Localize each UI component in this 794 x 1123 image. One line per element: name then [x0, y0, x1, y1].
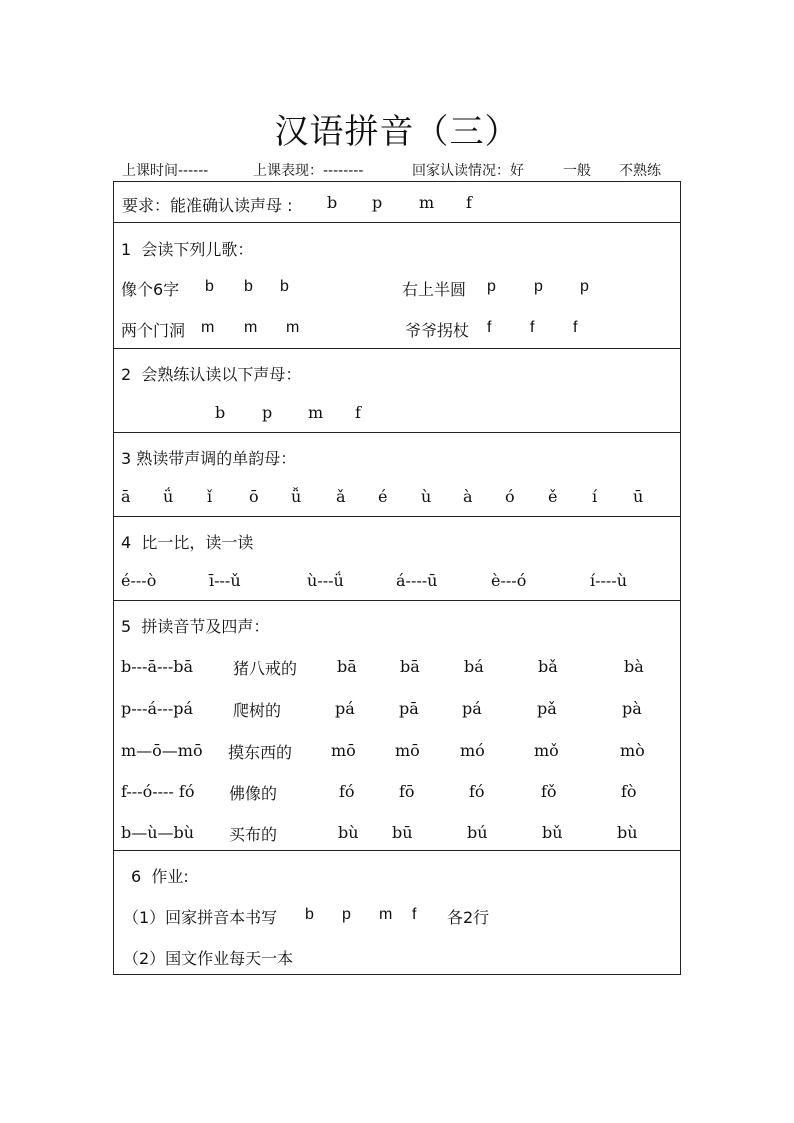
syllable-word: 佛像的	[229, 784, 278, 803]
tone-syllable: fō	[399, 782, 415, 801]
requirement-letter: b	[327, 193, 338, 212]
section-heading: 2 会熟练认读以下声母：	[121, 365, 302, 384]
syllable-word: 摸东西的	[228, 743, 293, 762]
requirement-letter: f	[466, 193, 472, 212]
tone-syllable: bǔ	[542, 823, 563, 842]
tone-syllable: mó	[460, 741, 485, 760]
homework-item: （2）国文作业每天一本	[123, 949, 294, 968]
tone-syllable: bù	[617, 823, 638, 842]
rhyme-letter: m	[286, 319, 300, 336]
initial-letter: m	[308, 403, 324, 422]
rhyme-text: 两个门洞	[121, 321, 186, 340]
syllable: b—ù—bù	[121, 823, 195, 842]
tone-syllable: fó	[469, 782, 485, 801]
class-time: 上课时间------	[122, 163, 209, 179]
tone-syllable: bā	[400, 657, 420, 676]
syllable-word: 买布的	[229, 825, 278, 844]
nursery-rhyme-section	[114, 223, 680, 349]
vowel: ō	[249, 487, 259, 506]
home-reading-status: 回家认读情况：好	[412, 163, 524, 179]
homework-letter: b	[305, 906, 314, 923]
tone-vowels-section	[114, 433, 680, 517]
rhyme-letter: p	[534, 278, 543, 295]
tone-syllable: bà	[624, 657, 644, 676]
vowel: ǐ	[207, 487, 213, 506]
vowel: à	[463, 487, 473, 506]
tone-syllable: mō	[331, 741, 356, 760]
tone-syllable: bū	[392, 823, 413, 842]
rhyme-letter: p	[487, 278, 496, 295]
vowel: ǘ	[163, 487, 174, 506]
homework-letter: f	[412, 906, 417, 923]
tone-syllable: fò	[621, 782, 637, 801]
tone-syllable: bú	[467, 823, 488, 842]
homework-letter: m	[379, 906, 393, 923]
rhyme-letter: b	[244, 278, 253, 295]
homework-count: 各2行	[447, 908, 490, 927]
compare-pair: è---ó	[491, 571, 527, 590]
initials-section	[114, 349, 680, 433]
tone-syllable: fó	[339, 782, 355, 801]
syllable-word: 爬树的	[233, 701, 282, 720]
section-heading: 6 作业:	[131, 867, 189, 886]
rhyme-letter: f	[530, 319, 535, 336]
option-ok: 一般	[563, 163, 591, 179]
vowel: é	[378, 487, 388, 506]
tone-syllable: pà	[622, 699, 642, 718]
requirement-label: 要求：能准确认读声母 :	[122, 196, 293, 215]
section-heading: 4 比一比，读一读	[121, 533, 254, 552]
homework-letter: p	[342, 906, 351, 923]
tone-syllable: pá	[462, 699, 482, 718]
tone-syllable: bā	[337, 657, 357, 676]
tone-syllable: bǎ	[538, 657, 558, 676]
syllable: m—ō—mō	[121, 741, 203, 760]
page-title: 汉语拼音（三）	[274, 112, 520, 152]
compare-pair: ù---ǘ	[307, 571, 344, 590]
vowel: ó	[505, 487, 515, 506]
requirement-section	[114, 182, 680, 223]
tone-syllable: pā	[399, 699, 419, 718]
tone-syllable: mò	[620, 741, 645, 760]
rhyme-letter: b	[280, 278, 289, 295]
vowel: ū	[633, 487, 644, 506]
syllable: b---ā---bā	[121, 657, 193, 676]
section-heading: 5 拼读音节及四声：	[121, 617, 270, 636]
compare-pair: é---ò	[121, 571, 157, 590]
section-heading: 3 熟读带声调的单韵母：	[121, 449, 297, 468]
rhyme-letter: f	[573, 319, 578, 336]
compare-pair: á----ū	[396, 571, 438, 590]
initial-letter: p	[262, 403, 273, 422]
vowel: ù	[421, 487, 432, 506]
rhyme-text: 像个6字	[121, 280, 180, 299]
tone-syllable: bù	[338, 823, 359, 842]
rhyme-text: 右上半圆	[402, 280, 467, 299]
homework-section	[114, 851, 680, 974]
rhyme-letter: m	[201, 319, 215, 336]
rhyme-letter: f	[487, 319, 492, 336]
compare-section	[114, 517, 680, 601]
homework-item: （1）回家拼音本书写	[123, 908, 278, 927]
section-heading: 1 会读下列儿歌：	[121, 240, 254, 259]
tone-syllable: mō	[395, 741, 420, 760]
rhyme-text: 爷爷拐杖	[405, 321, 470, 340]
tone-syllable: pá	[335, 699, 355, 718]
option-unfamiliar: 不熟练	[619, 163, 661, 179]
vowel: ǚ	[291, 487, 302, 506]
syllable-section	[114, 601, 680, 851]
rhyme-letter: m	[244, 319, 258, 336]
vowel: ā	[121, 487, 131, 506]
tone-syllable: fǒ	[541, 782, 557, 801]
syllable: p---á---pá	[121, 699, 193, 718]
compare-pair: ī---ǔ	[209, 571, 241, 590]
initial-letter: b	[215, 403, 226, 422]
tone-syllable: pǎ	[537, 699, 557, 718]
lesson-table	[113, 181, 681, 975]
rhyme-letter: b	[205, 278, 214, 295]
vowel: í	[592, 487, 598, 506]
syllable-word: 猪八戒的	[233, 659, 298, 678]
requirement-letter: p	[372, 193, 383, 212]
tone-syllable: mǒ	[534, 741, 559, 760]
vowel: ǎ	[336, 487, 346, 506]
compare-pair: í----ù	[590, 571, 628, 590]
rhyme-letter: p	[580, 278, 589, 295]
vowel: ě	[548, 487, 558, 506]
syllable: f---ó---- fó	[121, 782, 195, 801]
tone-syllable: bá	[464, 657, 484, 676]
class-performance: 上课表现：--------	[253, 163, 364, 179]
initial-letter: f	[355, 403, 361, 422]
requirement-letter: m	[419, 193, 435, 212]
